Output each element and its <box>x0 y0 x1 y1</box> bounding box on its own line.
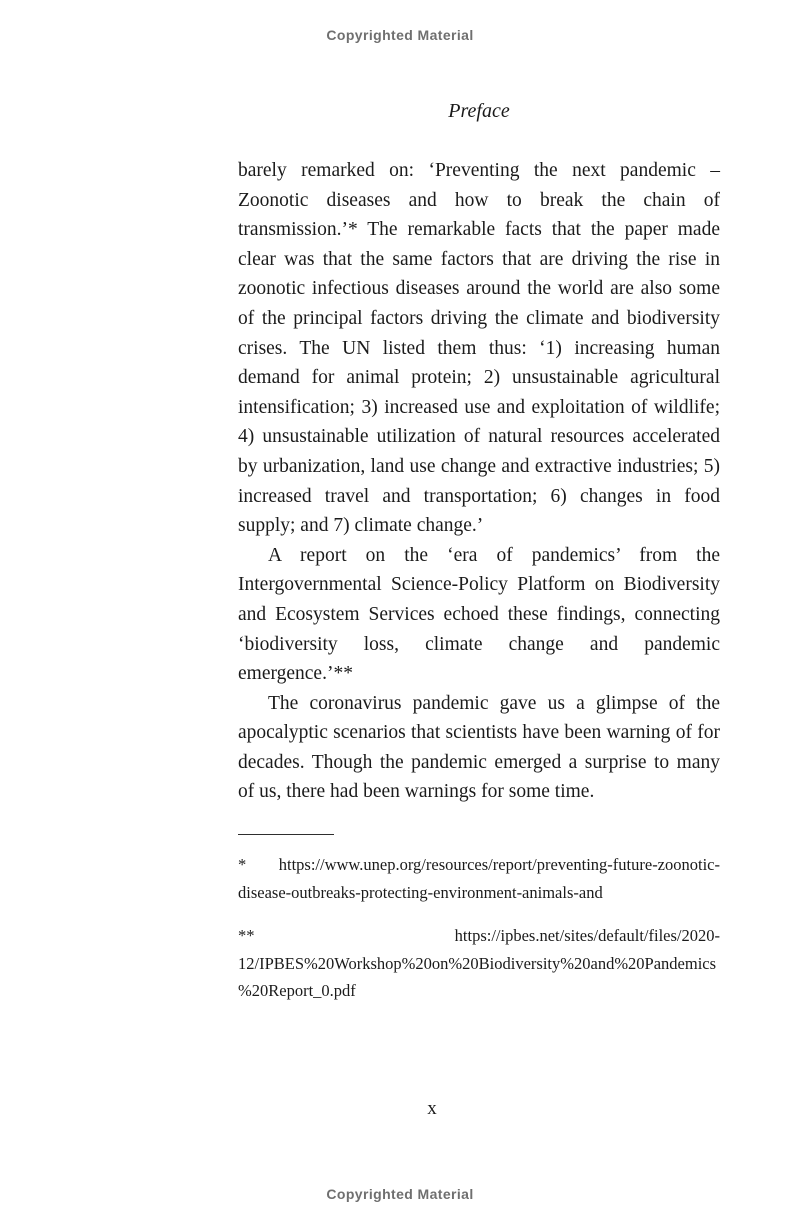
copyright-notice-bottom: Copyrighted Material <box>326 1186 474 1202</box>
copyright-notice-top: Copyrighted Material <box>326 27 474 43</box>
footnote: ** https://ipbes.net/sites/default/files/2020-12/IPBES%20Workshop%20on%20Biodiversity%20and%20Pandemics%20Report_0.pdf <box>238 926 720 1001</box>
paragraph: A report on the ‘era of pandemics’ from the Intergovernmental Science-Policy Platform on Biodiversity and Ecosystem Services echoed these findings, connecting ‘biodiversity loss, climate change and pandemic emergence.’** <box>238 544 720 685</box>
paragraph: The coronavirus pandemic gave us a glimpse of the apocalyptic scenarios that scientists have been warning of for decades. Though the pandemic emerged a surprise to many of us, there had been warnings for some time. <box>238 692 720 803</box>
footnote: * https://www.unep.org/resources/report/preventing-future-zoonotic-disease-outbreaks-protecting-environment-animals-and <box>238 855 720 902</box>
footnote-divider <box>238 834 334 835</box>
page-number: x <box>427 1098 437 1119</box>
page-content <box>238 156 720 1005</box>
paragraph: barely remarked on: ‘Preventing the next pandemic – Zoonotic diseases and how to break the chain of transmission.’* The remarkable facts that the paper made clear was that the same factors that are driving the rise in zoonotic infectious diseases around the world are also some of the principal factors driving the climate and biodiversity crises. The UN listed them thus: ‘1) increasing human demand for animal protein; 2) unsustainable agricultural intensification; 3) increased use and exploitation of wildlife; 4) unsustainable utilization of natural resources accelerated by urbanization, land use change and extractive industries; 5) increased travel and transportation; 6) changes in food supply; and 7) climate change.’ <box>238 160 720 537</box>
running-head-preface: Preface <box>448 100 510 122</box>
